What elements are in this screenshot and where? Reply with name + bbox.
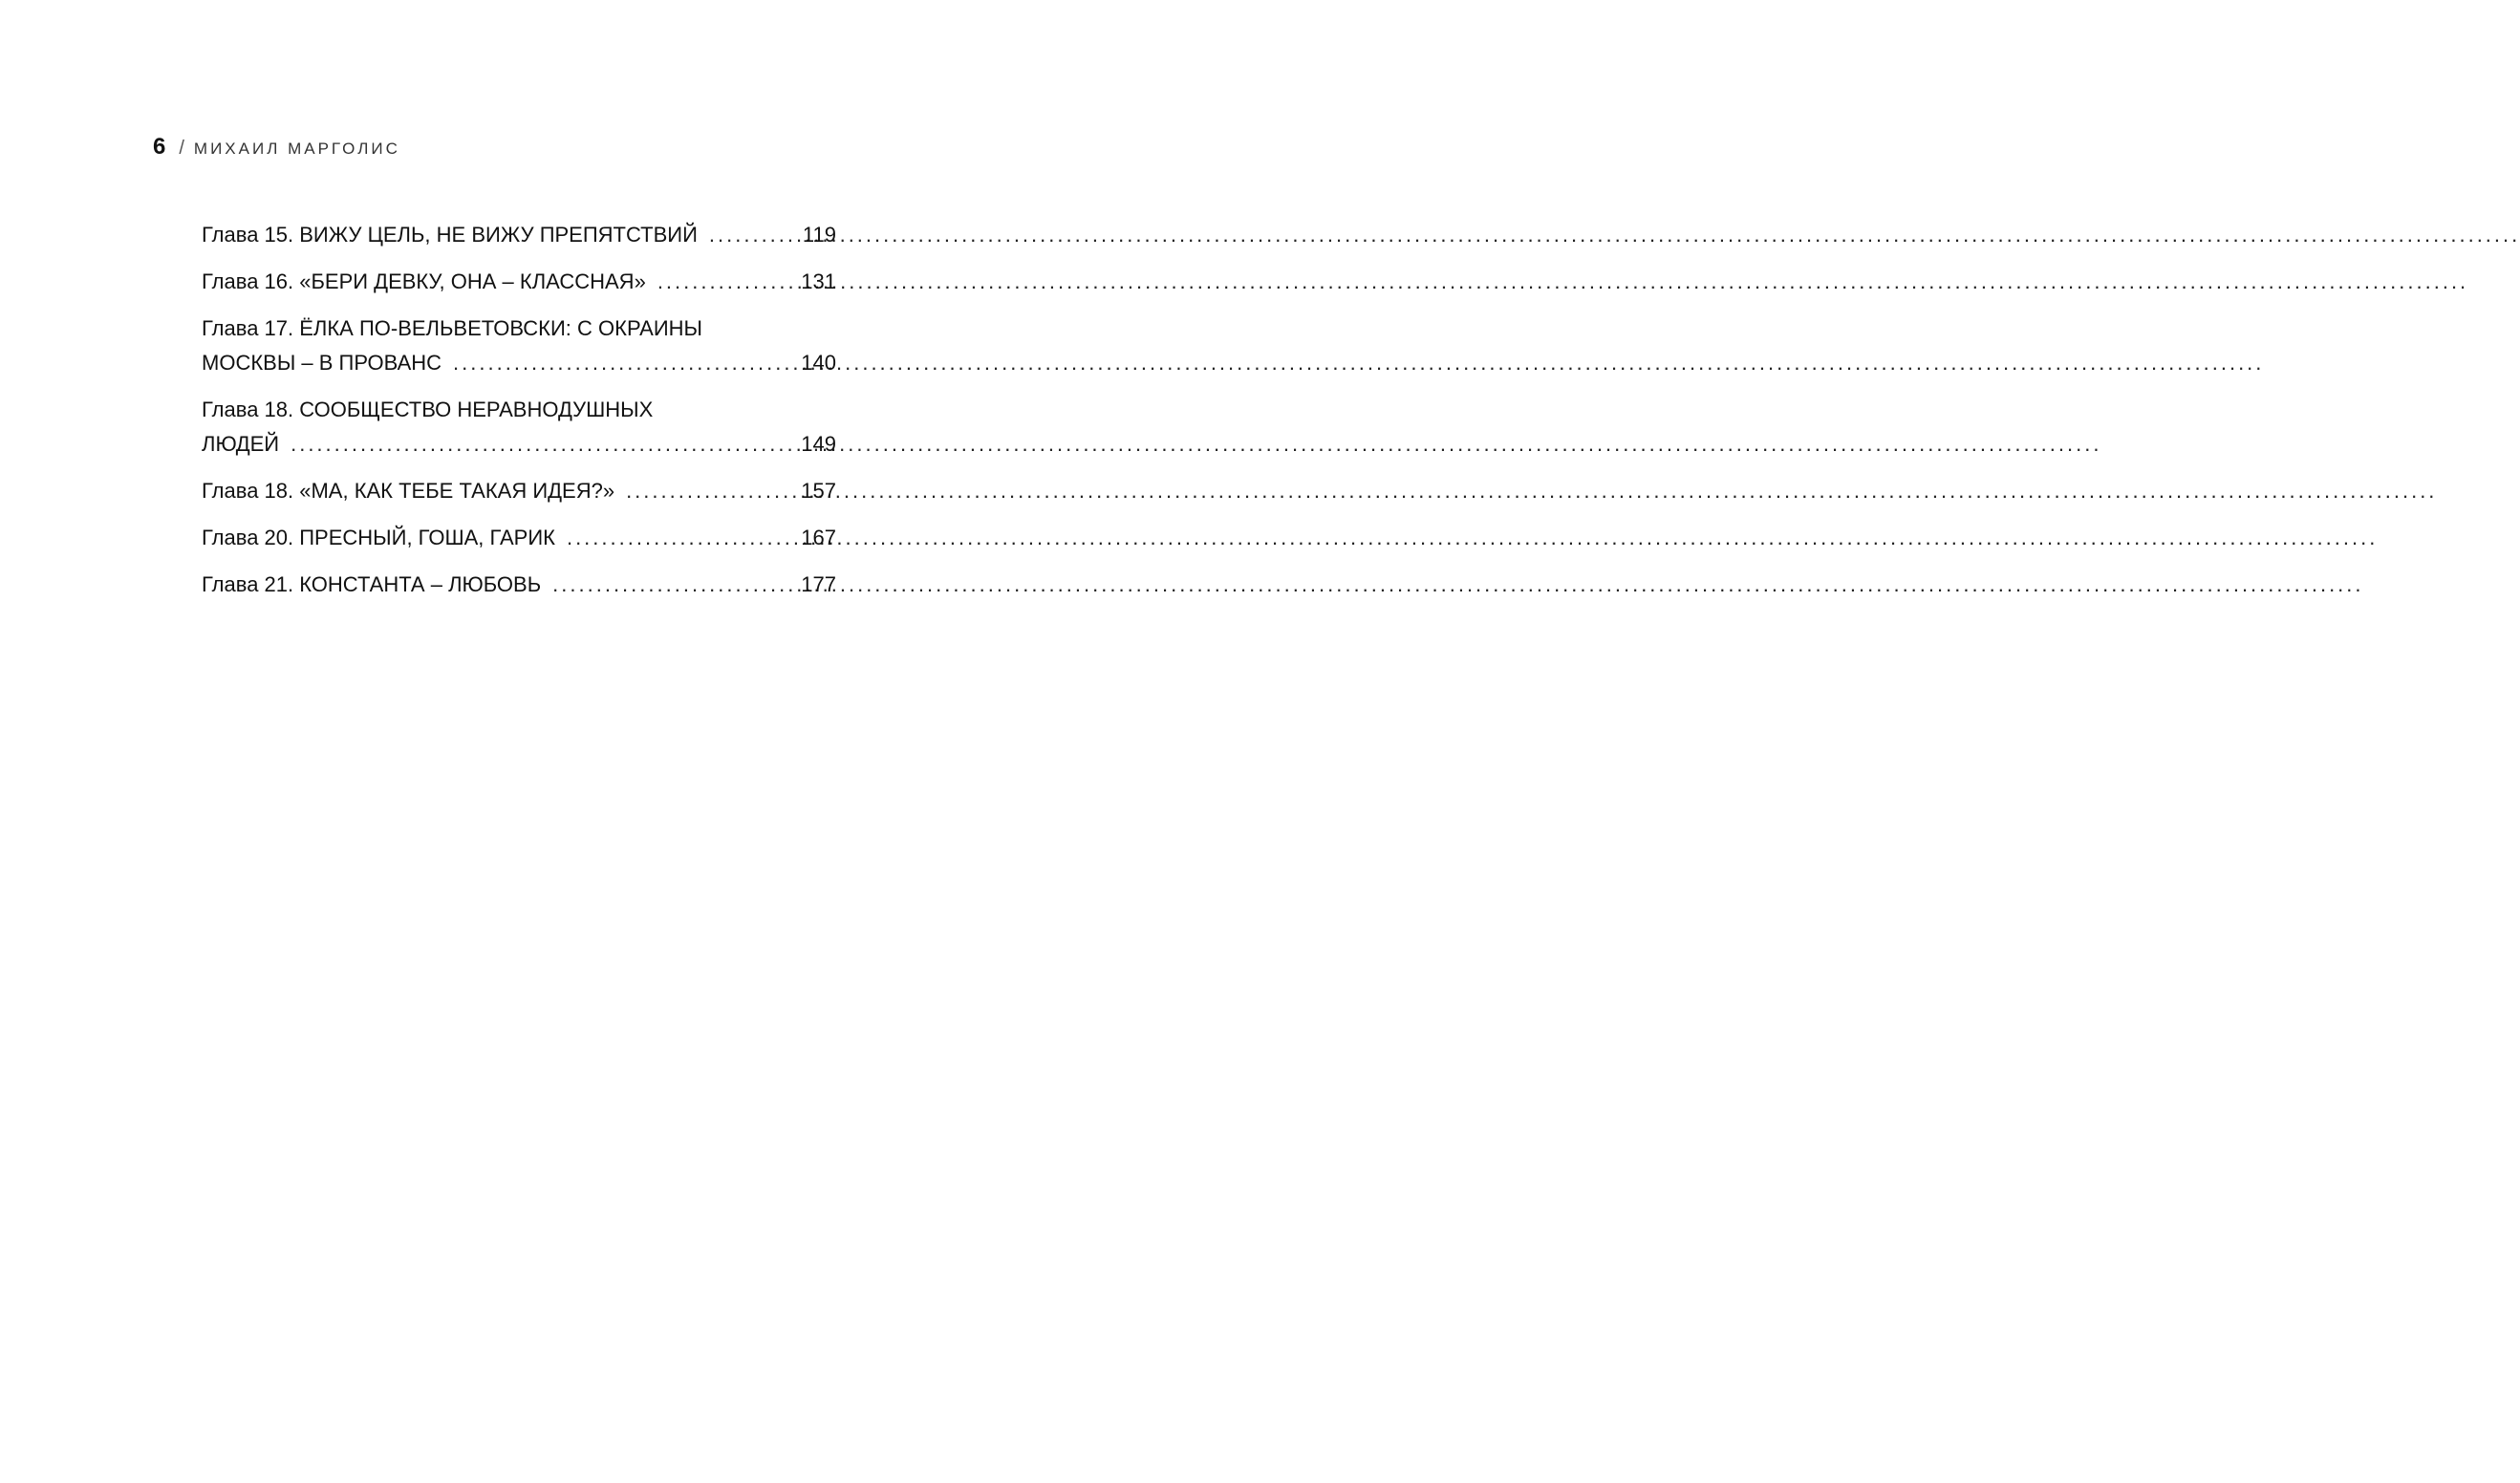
dot-leader bbox=[626, 474, 793, 508]
toc-entry-page: 119 bbox=[802, 223, 836, 247]
toc-entry-line bbox=[202, 393, 836, 427]
toc-entry-title: МОСКВЫ – В ПРОВАНС bbox=[202, 351, 442, 375]
toc-entry-last-line bbox=[202, 265, 836, 299]
toc-entry-page: 177 bbox=[801, 572, 836, 596]
dot-leader bbox=[291, 427, 793, 462]
toc-entry-last-line bbox=[202, 218, 836, 252]
dot-leader bbox=[567, 521, 793, 555]
header-separator: / bbox=[179, 138, 184, 159]
toc-entry-title: Глава 17. ЁЛКА ПО-ВЕЛЬВЕТОВСКИ: С ОКРАИНЫ bbox=[202, 316, 703, 340]
toc-entry-page: 149 bbox=[801, 432, 836, 456]
toc-entry bbox=[202, 218, 836, 252]
toc-entry-last-line bbox=[202, 474, 836, 508]
running-header bbox=[153, 134, 400, 164]
toc-entry-page: 131 bbox=[801, 269, 836, 293]
toc-entry-title: Глава 15. ВИЖУ ЦЕЛЬ, НЕ ВИЖУ ПРЕПЯТСТВИЙ bbox=[202, 223, 698, 247]
toc-entry bbox=[202, 474, 836, 508]
author-name: МИХАИЛ МАРГОЛИС bbox=[193, 140, 400, 158]
dot-leader bbox=[453, 346, 793, 380]
toc-entry-title: ЛЮДЕЙ bbox=[202, 432, 280, 456]
toc-entry bbox=[202, 521, 836, 555]
toc-entry-last-line bbox=[202, 346, 836, 380]
toc-entry bbox=[202, 312, 836, 380]
toc-entry-page: 140 bbox=[801, 351, 836, 375]
toc-entry bbox=[202, 265, 836, 299]
toc-entry-title: Глава 20. ПРЕСНЫЙ, ГОША, ГАРИК bbox=[202, 526, 555, 549]
toc-entry-title: Глава 18. «МА, КАК ТЕБЕ ТАКАЯ ИДЕЯ?» bbox=[202, 479, 615, 503]
toc-entry bbox=[202, 393, 836, 462]
toc-entry-title: Глава 16. «БЕРИ ДЕВКУ, ОНА – КЛАССНАЯ» bbox=[202, 269, 646, 293]
dot-leader bbox=[657, 265, 793, 299]
toc-entry-last-line bbox=[202, 427, 836, 462]
dot-leader bbox=[552, 568, 793, 602]
toc-entry-last-line bbox=[202, 521, 836, 555]
toc-entry-last-line bbox=[202, 568, 836, 602]
toc-entry-title: Глава 21. КОНСТАНТА – ЛЮБОВЬ bbox=[202, 572, 542, 596]
toc-entry-title: Глава 18. СООБЩЕСТВО НЕРАВНОДУШНЫХ bbox=[202, 398, 654, 421]
dot-leader bbox=[709, 218, 795, 252]
toc-entry-page: 167 bbox=[801, 526, 836, 549]
toc-entry-line bbox=[202, 312, 836, 346]
page-number: 6 bbox=[153, 134, 166, 160]
table-of-contents bbox=[202, 218, 836, 614]
toc-entry bbox=[202, 568, 836, 602]
toc-entry-page: 157 bbox=[801, 479, 836, 503]
